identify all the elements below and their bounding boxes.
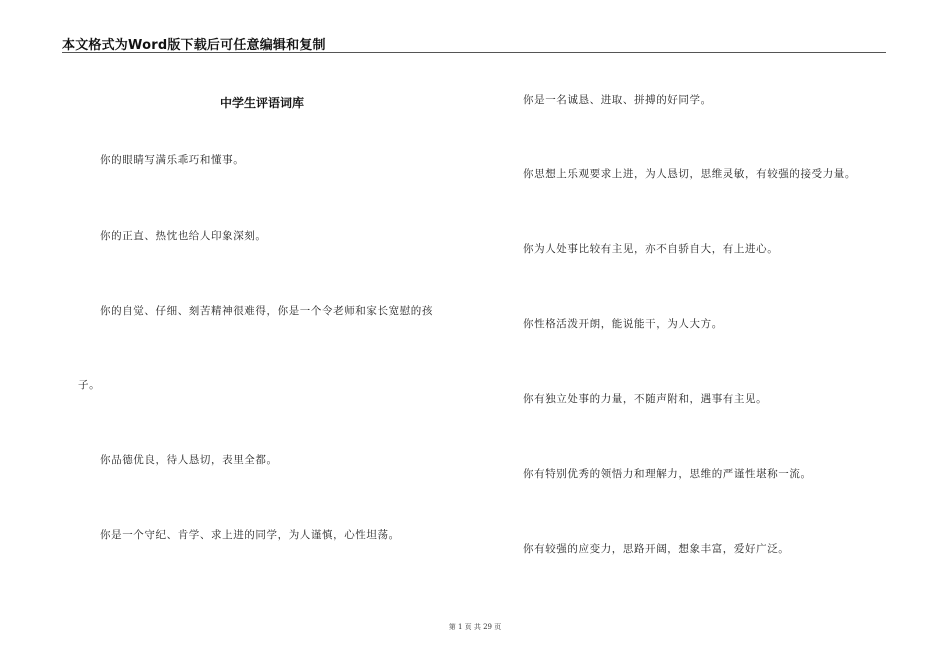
- right-paragraph-3: 你为人处事比较有主见，亦不自骄自大，有上进心。: [523, 243, 779, 255]
- page-footer: 第 1 页 共 29 页: [448, 623, 502, 631]
- right-paragraph-6: 你有特别优秀的领悟力和理解力，思维的严谨性堪称一流。: [523, 468, 812, 480]
- left-paragraph-4: 你品德优良，待人恳切，表里全都。: [100, 454, 278, 466]
- right-paragraph-5: 你有独立处事的力量，不随声附和，遇事有主见。: [523, 393, 768, 405]
- left-paragraph-3-continued: 子。: [78, 379, 101, 391]
- right-paragraph-7: 你有较强的应变力，思路开阔，想象丰富，爱好广泛。: [523, 543, 790, 555]
- document-title: 中学生评语词库: [219, 96, 304, 110]
- page-header: [62, 34, 886, 53]
- right-paragraph-4: 你性格活泼开朗，能说能干，为人大方。: [523, 318, 723, 330]
- left-paragraph-1: 你的眼睛写满乐乖巧和懂事。: [100, 154, 245, 166]
- left-paragraph-5: 你是一个守纪、肯学、求上进的同学，为人谨慎，心性坦荡。: [100, 529, 400, 541]
- left-paragraph-2: 你的正直、热忱也给人印象深刻。: [100, 230, 267, 242]
- header-text: 本文格式为Word版下载后可任意编辑和复制: [62, 38, 326, 53]
- right-paragraph-1: 你是一名诚恳、进取、拼搏的好同学。: [523, 94, 712, 106]
- left-paragraph-3: 你的自觉、仔细、刻苦精神很难得，你是一个令老师和家长宽慰的孩: [100, 305, 433, 317]
- right-paragraph-2: 你思想上乐观要求上进，为人恳切，思维灵敏，有较强的接受力量。: [523, 168, 856, 180]
